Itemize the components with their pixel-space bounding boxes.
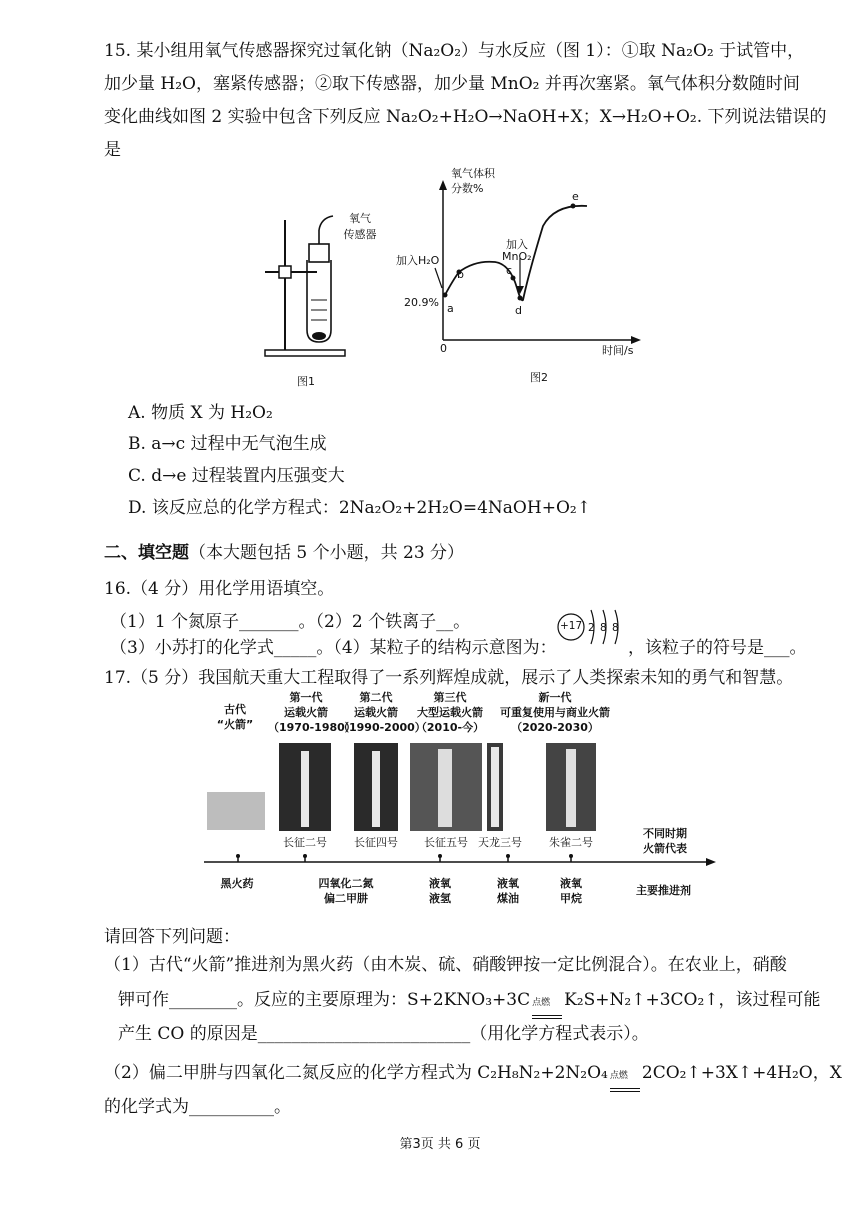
timeline-axis bbox=[200, 852, 730, 872]
q17-part-2-line-2: 的化学式为__________。 bbox=[104, 1097, 291, 1117]
fig2-annotation-mno2-2: MnO₂ bbox=[502, 250, 532, 263]
fig1-sensor-label-2: 传感器 bbox=[343, 228, 377, 241]
section-2-desc: （本大题包括 5 个小题，共 23 分） bbox=[189, 543, 465, 563]
atom-nucleus-charge: +17 bbox=[560, 620, 583, 632]
ancient-rocket-photo bbox=[207, 792, 265, 830]
section-2-heading bbox=[104, 538, 464, 563]
q16-part-3-4: （3）小苏打的化学式_____。（4）某粒子的结构示意图为： bbox=[110, 638, 557, 658]
fig2-ylabel-1: 氧气体积 bbox=[451, 167, 495, 180]
rocket-photo-long-march-4 bbox=[354, 743, 398, 831]
rocket-name-4: 天龙三号 bbox=[478, 836, 522, 849]
rocket-photo-zhuque-2 bbox=[546, 743, 596, 831]
timeline-header-gen2: 第二代 运载火箭 （1990-2000） bbox=[338, 691, 426, 734]
rocket-photo-long-march-5 bbox=[410, 743, 482, 831]
y-axis-arrow bbox=[439, 180, 447, 190]
rocket-shape bbox=[301, 751, 309, 827]
fig2-label-c: c bbox=[506, 264, 513, 277]
point-d bbox=[518, 296, 523, 301]
rocket-name-5: 朱雀二号 bbox=[549, 836, 593, 849]
rocket-photo-long-march-2 bbox=[279, 743, 331, 831]
propellant-2: 四氧化二氮 偏二甲肼 bbox=[318, 877, 374, 905]
q15-option-c: C. d→e 过程装置内压强变大 bbox=[128, 466, 345, 486]
q17-part-1-line-1: （1）古代“火箭”推进剂为黑火药（由木炭、硫、硝酸钾按一定比例混合）。在农业上，硝酸 bbox=[104, 955, 787, 975]
section-2-title: 二、填空题 bbox=[104, 543, 189, 563]
fig2-start-value: 20.9% bbox=[404, 296, 439, 309]
q16-part-1-2: （1）1 个氮原子_______。（2）2 个铁离子__。 bbox=[110, 612, 471, 632]
fig1-sensor-label-1: 氧气 bbox=[349, 212, 371, 225]
timeline-header-gen1: 第一代 运载火箭 （1970-1980） bbox=[268, 691, 356, 734]
atom-shell-1-count: 2 bbox=[588, 622, 595, 634]
q16-part-4-tail: ，该粒子的符号是___。 bbox=[628, 638, 807, 658]
q17-part-1-line-2: 钾可作________。反应的主要原理为：S+2KNO₃+3C 点燃 K₂S+N₂↑+3CO₂↑，该过程可能 bbox=[118, 985, 821, 1010]
q17-part-1-line-3: 产生 CO 的原因是_________________________（用化学方程式表示）。 bbox=[118, 1024, 649, 1044]
rocket-shape bbox=[566, 749, 576, 827]
fig2-label-d: d bbox=[515, 304, 522, 317]
q15-option-b: B. a→c 过程中无气泡生成 bbox=[128, 434, 327, 454]
fig2-annotation-mno2-1: 加入 bbox=[506, 238, 528, 251]
rocket-photo-tianlong-3 bbox=[487, 743, 503, 831]
q15-line-4: 是 bbox=[104, 140, 121, 160]
fig2-caption: 图2 bbox=[530, 371, 548, 384]
rocket-name-3: 长征五号 bbox=[424, 836, 468, 849]
solid-sample bbox=[312, 332, 326, 340]
fig2-label-a: a bbox=[447, 302, 454, 315]
propellant-1: 黑火药 bbox=[220, 877, 254, 890]
point-e bbox=[571, 204, 576, 209]
fig2-ylabel-2: 分数% bbox=[451, 182, 484, 195]
oxygen-sensor bbox=[309, 244, 329, 262]
arrow-h2o bbox=[435, 268, 442, 288]
rocket-shape bbox=[491, 747, 499, 827]
fig2-label-b: b bbox=[457, 268, 464, 281]
q16-line-1: 16.（4 分）用化学用语填空。 bbox=[104, 579, 335, 599]
atom-shell-3-count: 8 bbox=[612, 622, 619, 634]
q15-line-3: 变化曲线如图 2 实验中包含下列反应 Na₂O₂+H₂O→NaOH+X；X→H₂O+O₂. 下列说法错误的 bbox=[104, 107, 827, 127]
fig2-xlabel: 时间/s bbox=[602, 344, 634, 357]
fig2-label-e: e bbox=[572, 190, 579, 203]
q15-line-1: 15. 某小组用氧气传感器探究过氧化钠（Na₂O₂）与水反应（图 1）：①取 Na₂O₂ 于试管中， bbox=[104, 41, 805, 61]
q15-line-2: 加少量 H₂O，塞紧传感器；②取下传感器，加少量 MnO₂ 并再次塞紧。氧气体积分数随时间 bbox=[104, 74, 800, 94]
clamp-box bbox=[279, 266, 291, 278]
propellant-4: 液氧 煤油 bbox=[497, 877, 519, 905]
timeline-header-ancient: 古代 “火箭” bbox=[216, 703, 254, 731]
q17-line-1: 17.（5 分）我国航天重大工程取得了一系列辉煌成就，展示了人类探索未知的勇气和智慧。 bbox=[104, 668, 794, 688]
page-footer: 第3页 共 6 页 bbox=[399, 1137, 481, 1152]
propellant-3: 液氧 液氢 bbox=[429, 877, 451, 905]
rocket-shape bbox=[438, 749, 452, 827]
q17-prompt: 请回答下列问题： bbox=[104, 927, 240, 947]
timeline-header-gen3: 第三代 大型运载火箭 （2010-今） bbox=[415, 691, 485, 734]
fig2-origin: 0 bbox=[440, 342, 447, 355]
point-a bbox=[443, 293, 448, 298]
fig2-annotation-h2o: 加入H₂O bbox=[396, 254, 440, 267]
rocket-name-2: 长征四号 bbox=[354, 836, 398, 849]
stand-base bbox=[265, 350, 345, 356]
fig1-caption: 图1 bbox=[297, 375, 315, 388]
q15-option-d: D. 该反应总的化学方程式：2Na₂O₂+2H₂O=4NaOH+O₂↑ bbox=[128, 498, 591, 518]
q17-part-2-line-1: （2）偏二甲肼与四氧化二氮反应的化学方程式为 C₂H₈N₂+2N₂O₄ 点燃 2CO₂↑+3X↑+4H₂O，X bbox=[104, 1058, 842, 1083]
propellant-5: 液氧 甲烷 bbox=[560, 877, 582, 905]
rocket-shape bbox=[372, 751, 380, 827]
sensor-cable bbox=[319, 216, 333, 230]
q15-option-a: A. 物质 X 为 H₂O₂ bbox=[128, 403, 273, 423]
timeline-header-new-gen: 新一代 可重复使用与商业火箭 （2020-2030） bbox=[500, 691, 610, 734]
rocket-name-1: 长征二号 bbox=[283, 836, 327, 849]
propellant-label: 主要推进剂 bbox=[636, 884, 691, 897]
timeline-right-label: 不同时期 火箭代表 bbox=[643, 827, 687, 855]
atom-shell-2-count: 8 bbox=[600, 622, 607, 634]
